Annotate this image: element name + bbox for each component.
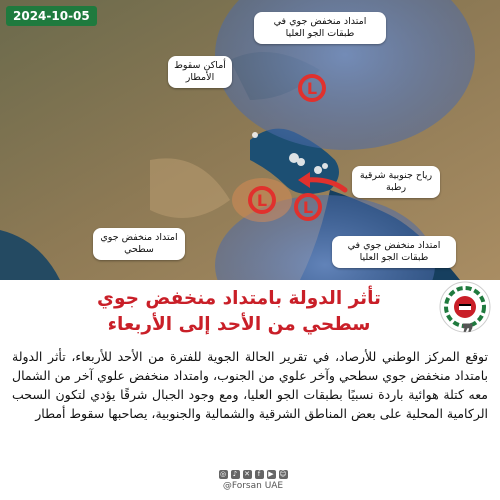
svg-text:L: L [306,79,318,98]
youtube-icon[interactable]: ▶ [268,470,274,478]
facebook-icon[interactable]: f [255,470,264,479]
date-badge: 2024-10-05 [6,6,97,26]
x-icon[interactable]: ✕ [244,470,250,478]
svg-text:L: L [256,191,268,210]
label-lower-upper-low: امتداد منخفض جوي في طبقات الجو العليا [332,236,456,268]
article-body: توقع المركز الوطني للأرصاد، في تقرير الحالة الجوية للفترة من الأحد للأربعاء، تأثر الدولة بامتداد منخفض جوي سطحي وآخر علوي من الجنوب، وامتداد منخفض علوي آخر من الشمال معه كتلة هوائية باردة نسبيًا بطبقات الجو العليا، ومع وجود الجبال شرقًا يؤدي لتكون السحب الركامية المحلية على بعض المناطق الشرقية والشمالية والجنوبية، يصاحبها سقوط أمطار [12,349,488,421]
social-icons [188,470,318,479]
snapchat-icon[interactable]: ☺ [279,470,287,478]
label-surface-low: امتداد منخفض جوي سطحي [93,228,185,260]
svg-text:L: L [302,198,314,217]
label-upper-low: امتداد منخفض جوي في طبقات الجو العليا [254,12,386,44]
instagram-icon[interactable]: ◎ [219,470,227,478]
footer [188,470,318,491]
quote-icon: ❞ [462,320,474,346]
label-southeast-winds: رياح جنوبية شرقية رطبة [352,166,440,198]
footer-handle[interactable]: @Forsan UAE [222,481,284,491]
label-rain-places: أماكن سقوط الأمطار [168,56,232,88]
headline-title: تأثر الدولة بامتداد منخفض جوي سطحي من الأحد إلى الأربعاء [97,288,381,335]
tiktok-icon[interactable]: ♪ [231,470,240,479]
